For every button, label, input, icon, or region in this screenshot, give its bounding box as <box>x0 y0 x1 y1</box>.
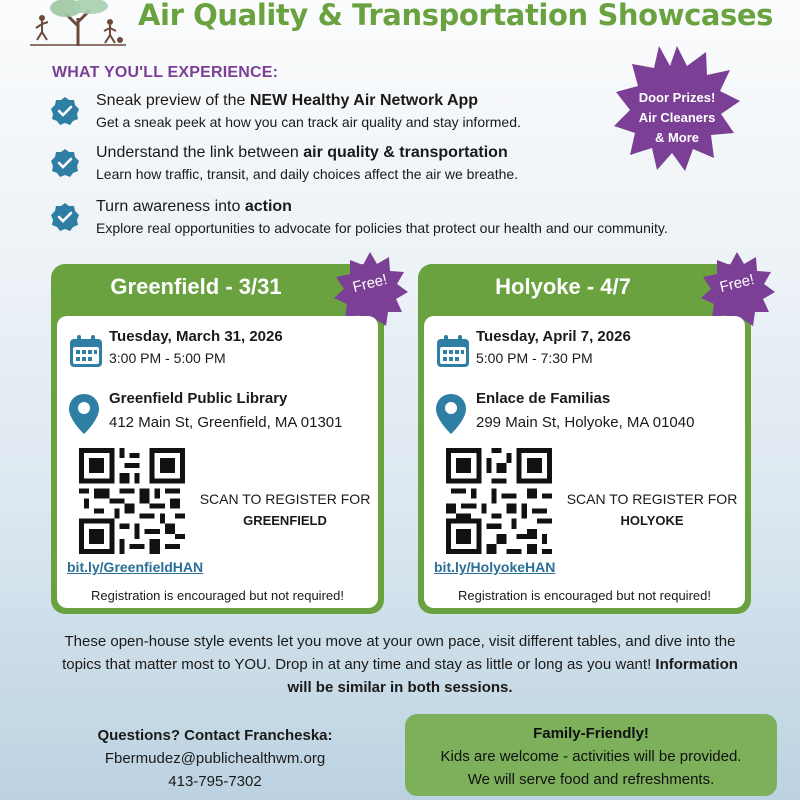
experience-heading: WHAT YOU'LL EXPERIENCE: <box>52 64 279 81</box>
check-badge-icon <box>50 148 80 178</box>
event-address: 299 Main St, Holyoke, MA 01040 <box>476 414 695 431</box>
family-line: Kids are welcome - activities will be provided. <box>440 748 742 765</box>
calendar-icon <box>69 334 103 368</box>
calendar-icon <box>436 334 470 368</box>
event-card-greenfield <box>51 264 390 614</box>
scan-label: SCAN TO REGISTER FOR HOLYOKE <box>566 491 738 528</box>
event-title: Greenfield - 3/31 <box>110 274 282 299</box>
contact-heading: Questions? Contact Francheska: <box>97 727 333 744</box>
event-venue: Enlace de Familias <box>476 390 611 407</box>
experience-item-desc: Learn how traffic, transit, and daily choices affect the air we breathe. <box>96 166 519 182</box>
event-card-holyoke <box>418 264 757 614</box>
qr-code-icon[interactable] <box>79 448 185 554</box>
scan-label: SCAN TO REGISTER FOR GREENFIELD <box>199 491 371 528</box>
event-title: Holyoke - 4/7 <box>495 274 631 299</box>
family-line: We will serve food and refreshments. <box>467 771 715 788</box>
family-heading: Family-Friendly! <box>533 725 649 742</box>
event-address: 412 Main St, Greenfield, MA 01301 <box>109 414 343 431</box>
tree-logo-icon <box>28 0 128 46</box>
qr-code-icon[interactable] <box>446 448 552 554</box>
contact-block <box>60 724 370 793</box>
registration-note: Registration is encouraged but not required! <box>91 588 344 603</box>
check-badge-icon <box>50 202 80 232</box>
event-details <box>57 316 378 608</box>
free-badge-label: Free! <box>717 271 757 296</box>
check-badge-icon <box>50 96 80 126</box>
experience-item-title: Sneak preview of the NEW Healthy Air Network App <box>96 92 479 109</box>
prizes-text: Door Prizes! Air Cleaners & More <box>638 90 716 145</box>
experience-item-desc: Explore real opportunities to advocate for policies that protect our health and our community. <box>96 220 668 236</box>
event-venue: Greenfield Public Library <box>109 390 288 407</box>
contact-email[interactable]: Fbermudez@publichealthwm.org <box>104 750 326 767</box>
family-friendly-box <box>405 714 777 796</box>
event-date: Tuesday, March 31, 2026 <box>109 328 283 345</box>
experience-item-title: Understand the link between air quality & transportation <box>96 144 508 161</box>
event-date: Tuesday, April 7, 2026 <box>476 328 631 345</box>
info-paragraph: These open-house style events let you move at your own pace, visit different tables, and dive into the topics that matter most to YOU. Drop in at any time and stay as little or long as you want! Information will be similar in both sessions. <box>62 633 738 696</box>
event-time: 5:00 PM - 7:30 PM <box>476 350 593 366</box>
experience-item-desc: Get a sneak peek at how you can track air quality and stay informed. <box>96 114 521 130</box>
free-badge-label: Free! <box>350 271 390 296</box>
event-time: 3:00 PM - 5:00 PM <box>109 350 226 366</box>
register-link[interactable]: bit.ly/GreenfieldHAN <box>67 559 204 575</box>
page-title: Air Quality & Transportation Showcases <box>138 0 774 32</box>
experience-item-title: Turn awareness into action <box>96 198 292 215</box>
contact-phone[interactable]: 413-795-7302 <box>168 773 262 790</box>
event-details <box>424 316 745 608</box>
register-link[interactable]: bit.ly/HolyokeHAN <box>434 559 556 575</box>
location-pin-icon <box>436 394 466 434</box>
location-pin-icon <box>69 394 99 434</box>
registration-note: Registration is encouraged but not required! <box>458 588 711 603</box>
